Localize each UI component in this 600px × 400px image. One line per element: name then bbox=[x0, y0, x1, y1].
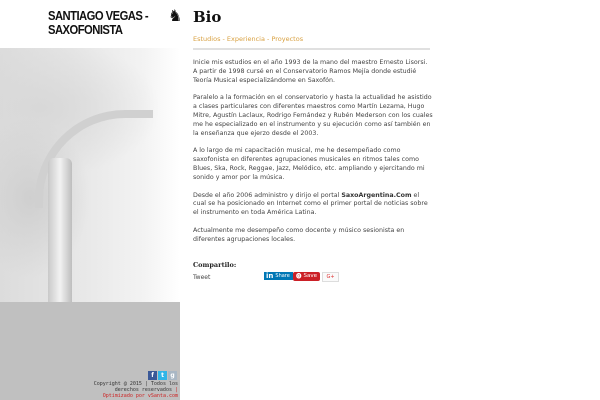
sidebar bbox=[0, 0, 183, 400]
share-buttons bbox=[193, 272, 433, 286]
copyright bbox=[84, 381, 178, 399]
pinterest-icon: ⓿ bbox=[296, 274, 302, 281]
facebook-icon[interactable]: f bbox=[148, 371, 157, 380]
bio-paragraph-1: Inicie mis estudios en el año 1993 de la mano del maestro Ernesto Lisorsi. A partir de 1998 cursé en el Conservatorio Ramos Mejía donde estudié Teoría Musical especializándome en Saxofón. bbox=[193, 59, 428, 84]
bio-paragraph-3: A lo largo de mi capacitación musical, me he desempeñado como saxofonista en diferentes agrupaciones musicales en ritmos tales como Blues, Ska, Rock, Reggae, Jazz, Melódico, etc. ampliando y ejercitando mi sonido y amor por la música. bbox=[193, 147, 425, 181]
site-title[interactable]: SANTIAGO VEGAS - SAXOFONISTA bbox=[48, 9, 149, 37]
linkedin-label: Share bbox=[275, 272, 290, 279]
gplus-button[interactable]: G+ bbox=[322, 272, 339, 282]
twitter-icon[interactable]: t bbox=[158, 371, 167, 380]
main-content bbox=[193, 0, 433, 286]
google-icon[interactable]: g bbox=[168, 371, 177, 380]
saxophonist-icon: ♞ bbox=[168, 6, 183, 25]
copyright-text: Copyright @ 2015 | Todos los derechos reservados bbox=[93, 381, 178, 393]
para4-text: Desde el año 2006 administro y dirijo el portal bbox=[193, 191, 342, 199]
optimized-by-link[interactable]: Optimizado por vSanta.com bbox=[102, 393, 178, 399]
bio-paragraph-5: Actualmente me desempeño como docente y músico sesionista en diferentes agrupaciones locales. bbox=[193, 226, 405, 243]
para4-text-end: el cual se ha posicionado en Internet como el primer portal de noticias sobre el instrumento en toda América Latina. bbox=[193, 191, 428, 217]
bio-paragraph-4 bbox=[193, 192, 433, 218]
linkedin-share-button[interactable] bbox=[264, 272, 293, 280]
pinterest-label: Save bbox=[303, 273, 318, 280]
saxoargentina-link[interactable]: SaxoArgentina.Com bbox=[341, 191, 412, 199]
share-title: Compartilo: bbox=[193, 260, 237, 269]
separator: | bbox=[171, 387, 178, 393]
divider bbox=[193, 48, 430, 50]
linkedin-icon: in bbox=[266, 271, 274, 280]
saxophonist-photo bbox=[0, 48, 180, 308]
tweet-button[interactable]: Tweet bbox=[193, 273, 211, 281]
pinterest-save-button[interactable] bbox=[293, 272, 320, 281]
subnav-links[interactable]: Estudios - Experiencia - Proyectos bbox=[193, 35, 304, 43]
page-title: Bio bbox=[193, 8, 222, 26]
bio-paragraph-2: Paralelo a la formación en el conservatorio y hasta la actualidad he asistido a clases particulares con diferentes maestros como Martín Lezama, Hugo Mitre, Agustín Laclaux, Rodrigo Fernández y Rubén Mederson con los cuales me he especializado en el instrumento y su ejecución como así también en la enseñanza que ejerzo desde el 2003. bbox=[193, 94, 433, 137]
social-links bbox=[148, 371, 177, 380]
